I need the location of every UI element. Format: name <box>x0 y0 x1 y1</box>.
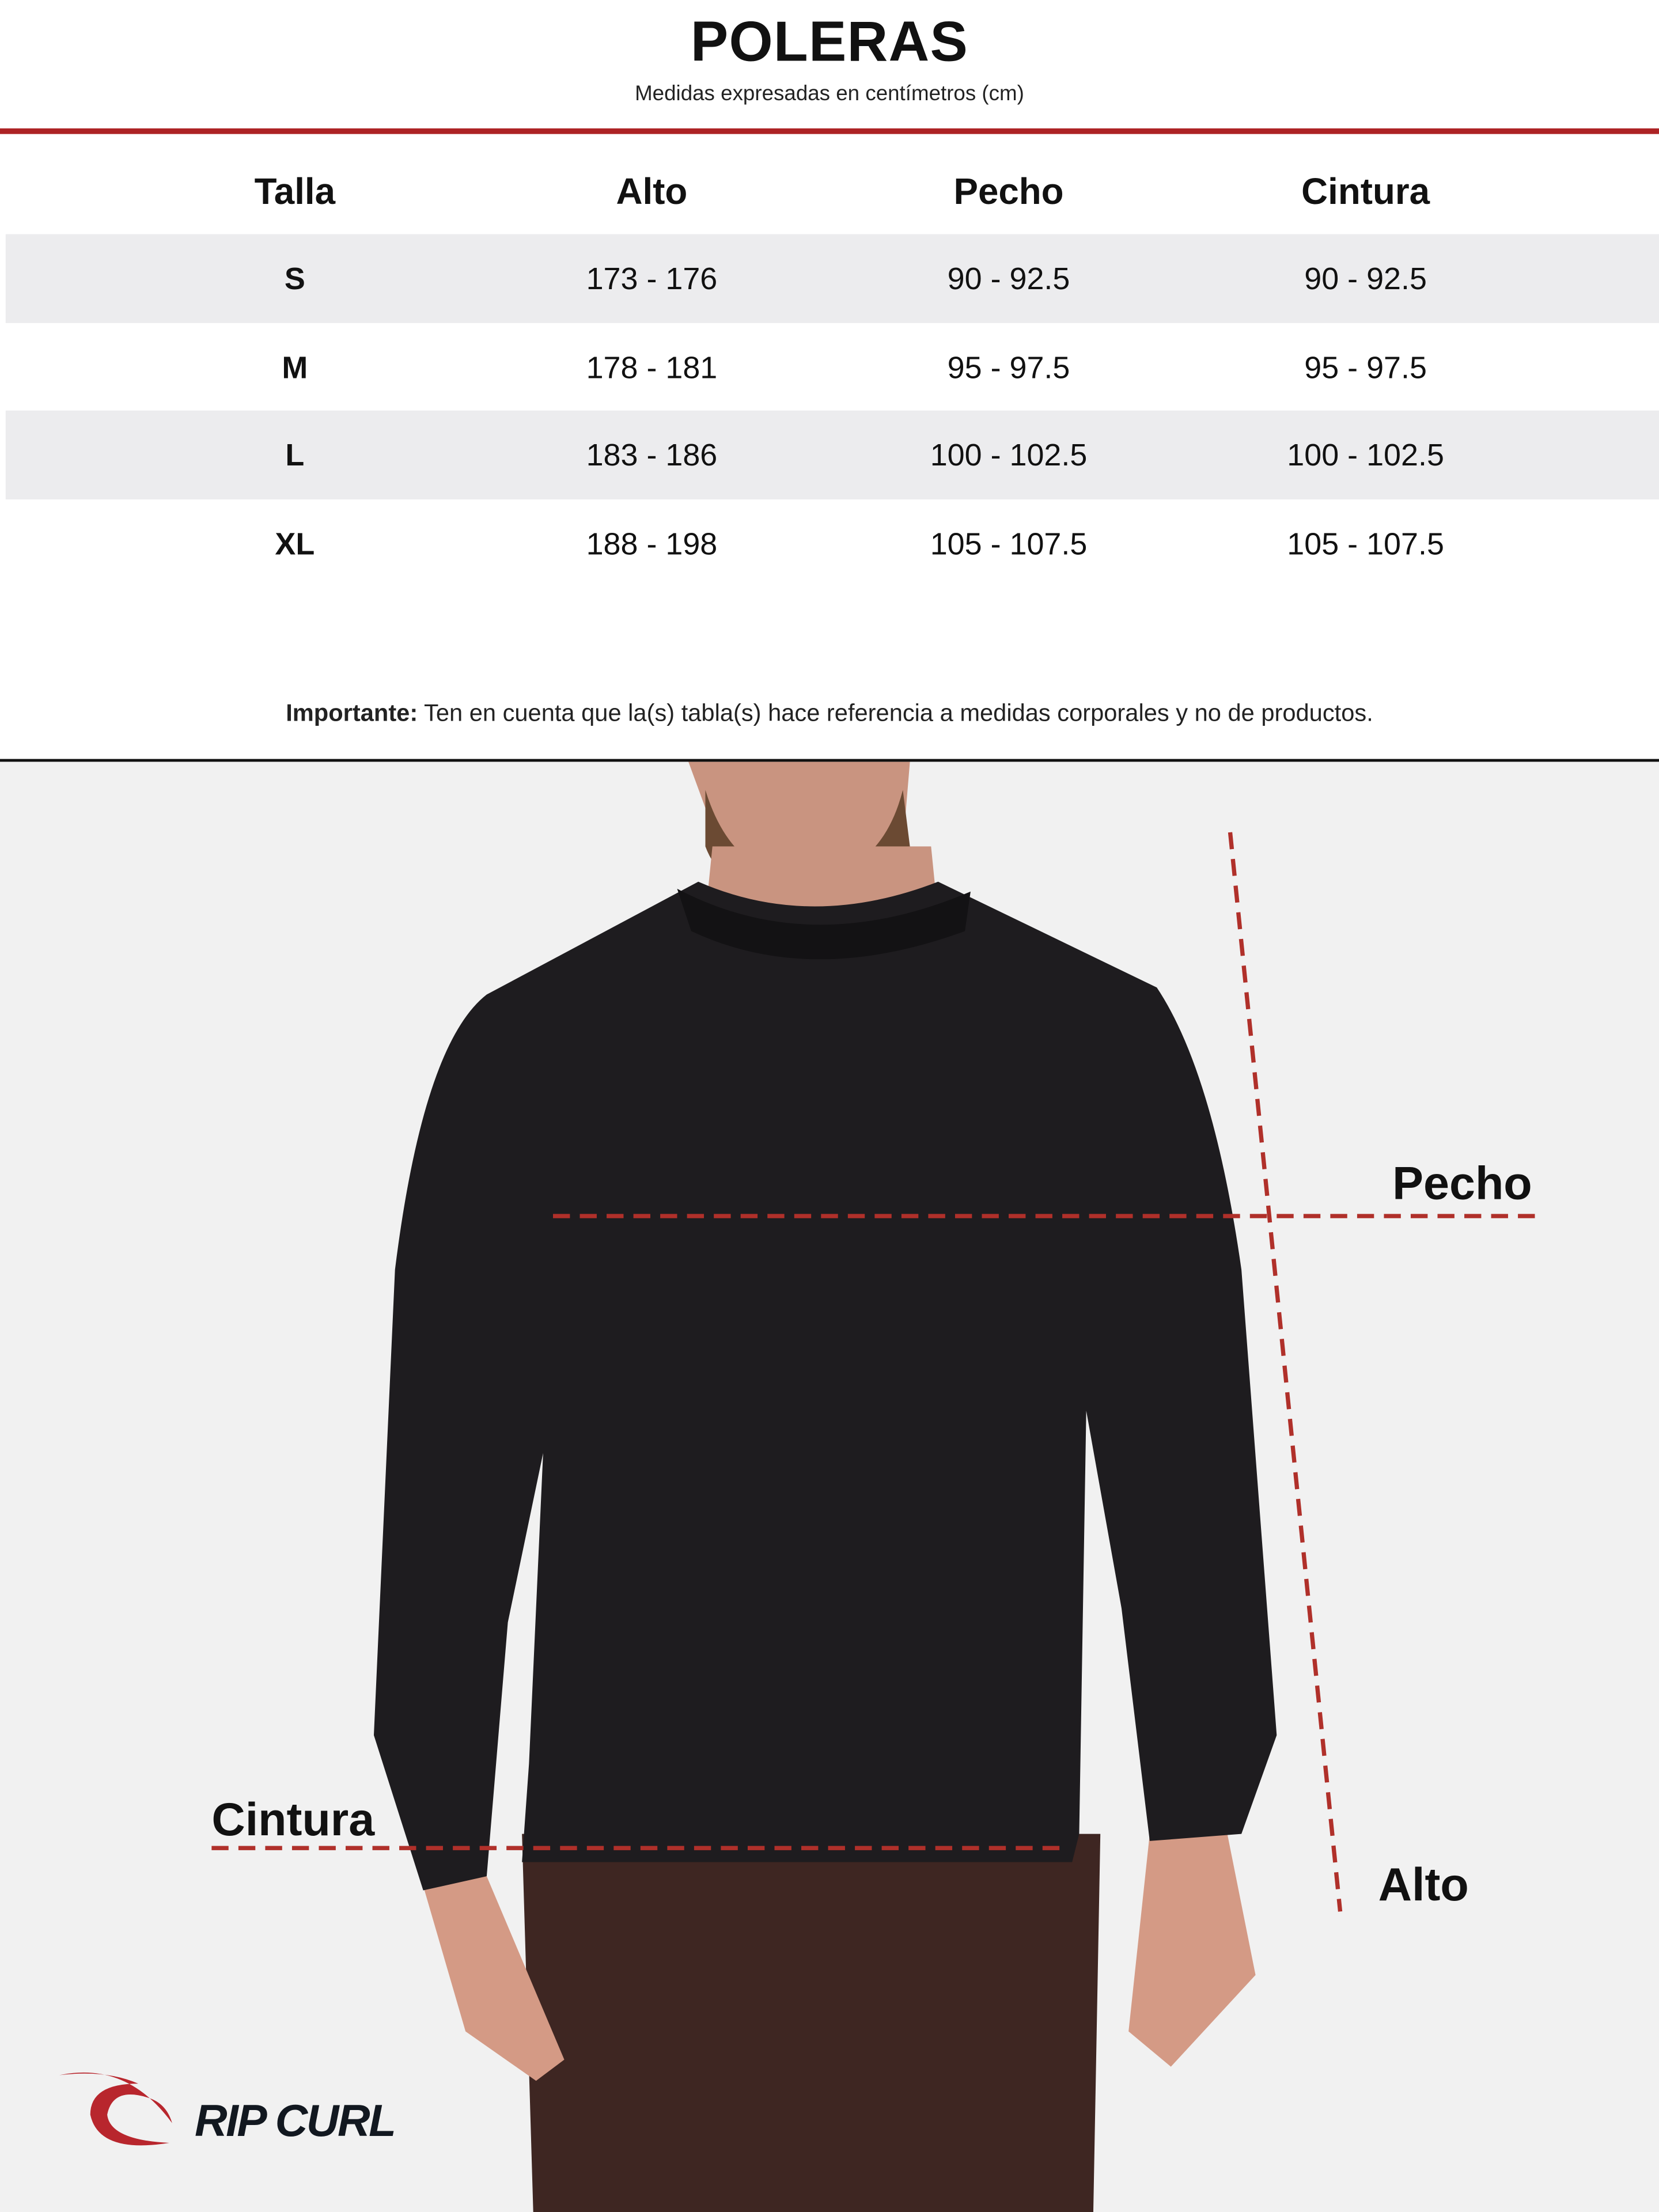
alto-cell: 178 - 181 <box>586 349 718 385</box>
height-label: Alto <box>1378 1858 1469 1910</box>
important-note <box>0 700 1659 728</box>
measurement-diagram <box>0 762 1659 2212</box>
size-cell: XL <box>275 525 315 561</box>
brand-wordmark: RIP CURL <box>194 2094 395 2146</box>
table-row <box>6 234 1659 323</box>
alto-cell: 183 - 186 <box>586 436 718 472</box>
note-label: Importante: <box>286 699 418 727</box>
table-row <box>6 499 1659 588</box>
page-title: POLERAS <box>690 11 969 74</box>
alto-cell: 188 - 198 <box>586 525 718 561</box>
wave-logo-icon <box>56 2067 198 2152</box>
pecho-cell: 100 - 102.5 <box>930 436 1088 472</box>
size-cell: L <box>285 436 305 472</box>
column-header-cintura: Cintura <box>1301 169 1430 212</box>
note-text: Ten en cuenta que la(s) tabla(s) hace referencia a medidas corporales y no de productos. <box>418 699 1373 727</box>
model-pants <box>522 1834 1100 2212</box>
model-illustration <box>0 762 1659 2212</box>
pecho-cell: 105 - 107.5 <box>930 525 1088 561</box>
cintura-cell: 105 - 107.5 <box>1287 525 1444 561</box>
brand-logo <box>56 2067 480 2165</box>
column-header-pecho: Pecho <box>953 169 1064 212</box>
column-header-alto: Alto <box>616 169 688 212</box>
cintura-cell: 100 - 102.5 <box>1287 436 1444 472</box>
size-cell: M <box>282 349 308 385</box>
cintura-cell: 90 - 92.5 <box>1304 260 1427 296</box>
alto-cell: 173 - 176 <box>586 260 718 296</box>
divider-red <box>0 128 1659 134</box>
column-header-talla: Talla <box>254 169 336 212</box>
table-row <box>6 411 1659 499</box>
table-header <box>6 147 1659 236</box>
table-row <box>6 323 1659 412</box>
size-cell: S <box>284 260 305 296</box>
waist-label: Cintura <box>211 1793 375 1846</box>
pecho-cell: 90 - 92.5 <box>947 260 1070 296</box>
page-subtitle: Medidas expresadas en centímetros (cm) <box>635 82 1024 106</box>
model-sweater <box>374 882 1277 1891</box>
cintura-cell: 95 - 97.5 <box>1304 349 1427 385</box>
chest-label: Pecho <box>1392 1157 1532 1209</box>
model-right-hand <box>1128 1834 1255 2067</box>
pecho-cell: 95 - 97.5 <box>947 349 1070 385</box>
